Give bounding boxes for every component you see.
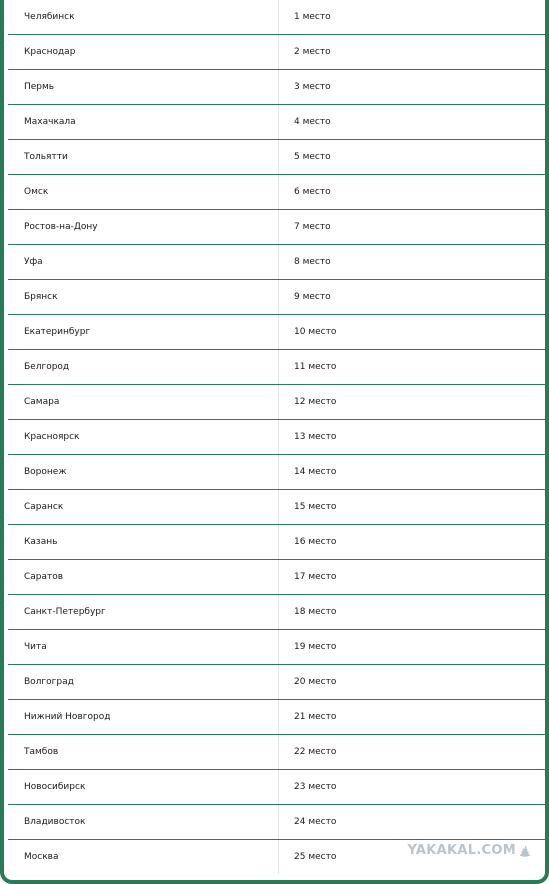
table-row xyxy=(8,210,549,245)
place-cell: 18 место xyxy=(279,595,549,630)
table-row xyxy=(8,630,549,665)
place-cell: 21 место xyxy=(279,700,549,735)
city-cell: Самара xyxy=(8,385,279,420)
table-row xyxy=(8,175,549,210)
city-cell: Тольятти xyxy=(8,140,279,175)
table-row xyxy=(8,735,549,770)
table-row xyxy=(8,105,549,140)
city-cell: Краснодар xyxy=(8,35,279,70)
city-ranking-table xyxy=(8,0,549,874)
place-cell: 25 место xyxy=(294,852,337,862)
place-cell: 19 место xyxy=(279,630,549,665)
place-cell: 9 место xyxy=(279,280,549,315)
place-cell: 2 место xyxy=(279,35,549,70)
city-cell: Санкт-Петербург xyxy=(8,595,279,630)
place-cell: 23 место xyxy=(279,770,549,805)
table-row xyxy=(8,70,549,105)
table-row xyxy=(8,455,549,490)
table-row xyxy=(8,350,549,385)
place-cell: 16 место xyxy=(279,525,549,560)
table-row xyxy=(8,385,549,420)
city-cell: Новосибирск xyxy=(8,770,279,805)
city-cell: Брянск xyxy=(8,280,279,315)
city-cell: Волгоград xyxy=(8,665,279,700)
ranking-body xyxy=(8,0,549,874)
table-row xyxy=(8,805,549,840)
city-cell: Москва xyxy=(8,840,279,875)
table-row xyxy=(8,525,549,560)
city-cell: Уфа xyxy=(8,245,279,280)
table-row xyxy=(8,0,549,35)
place-cell: 7 место xyxy=(279,210,549,245)
place-cell: 8 место xyxy=(279,245,549,280)
city-cell: Воронеж xyxy=(8,455,279,490)
place-cell: 15 место xyxy=(279,490,549,525)
table-row xyxy=(8,700,549,735)
table-row xyxy=(8,560,549,595)
watermark-text: YAKAKAL.COM xyxy=(407,843,516,858)
city-cell: Омск xyxy=(8,175,279,210)
place-cell: 13 место xyxy=(279,420,549,455)
place-cell: 10 место xyxy=(279,315,549,350)
table-row xyxy=(8,315,549,350)
table-row xyxy=(8,245,549,280)
city-cell: Нижний Новгород xyxy=(8,700,279,735)
table-row xyxy=(8,595,549,630)
table-row xyxy=(8,420,549,455)
city-cell: Владивосток xyxy=(8,805,279,840)
city-cell: Саранск xyxy=(8,490,279,525)
city-cell: Чита xyxy=(8,630,279,665)
table-row xyxy=(8,35,549,70)
table-row xyxy=(8,770,549,805)
place-cell: 14 место xyxy=(279,455,549,490)
table-row xyxy=(8,665,549,700)
city-cell: Тамбов xyxy=(8,735,279,770)
poop-icon xyxy=(519,845,531,857)
city-cell: Казань xyxy=(8,525,279,560)
city-cell: Пермь xyxy=(8,70,279,105)
place-cell: 17 место xyxy=(279,560,549,595)
city-cell: Красноярск xyxy=(8,420,279,455)
city-cell: Ростов-на-Дону xyxy=(8,210,279,245)
city-cell: Екатеринбург xyxy=(8,315,279,350)
place-cell: 11 место xyxy=(279,350,549,385)
site-watermark xyxy=(407,843,531,858)
place-cell: 5 место xyxy=(279,140,549,175)
place-cell: 22 место xyxy=(279,735,549,770)
place-cell: 20 место xyxy=(279,665,549,700)
city-cell: Махачкала xyxy=(8,105,279,140)
table-row xyxy=(8,140,549,175)
place-cell: 1 место xyxy=(279,0,549,35)
city-cell: Белгород xyxy=(8,350,279,385)
table-row xyxy=(8,280,549,315)
place-cell: 4 место xyxy=(279,105,549,140)
place-cell: 12 место xyxy=(279,385,549,420)
place-cell: 3 место xyxy=(279,70,549,105)
place-cell: 6 место xyxy=(279,175,549,210)
table-row xyxy=(8,490,549,525)
city-cell: Челябинск xyxy=(8,0,279,35)
place-cell: 24 место xyxy=(279,805,549,840)
city-cell: Саратов xyxy=(8,560,279,595)
